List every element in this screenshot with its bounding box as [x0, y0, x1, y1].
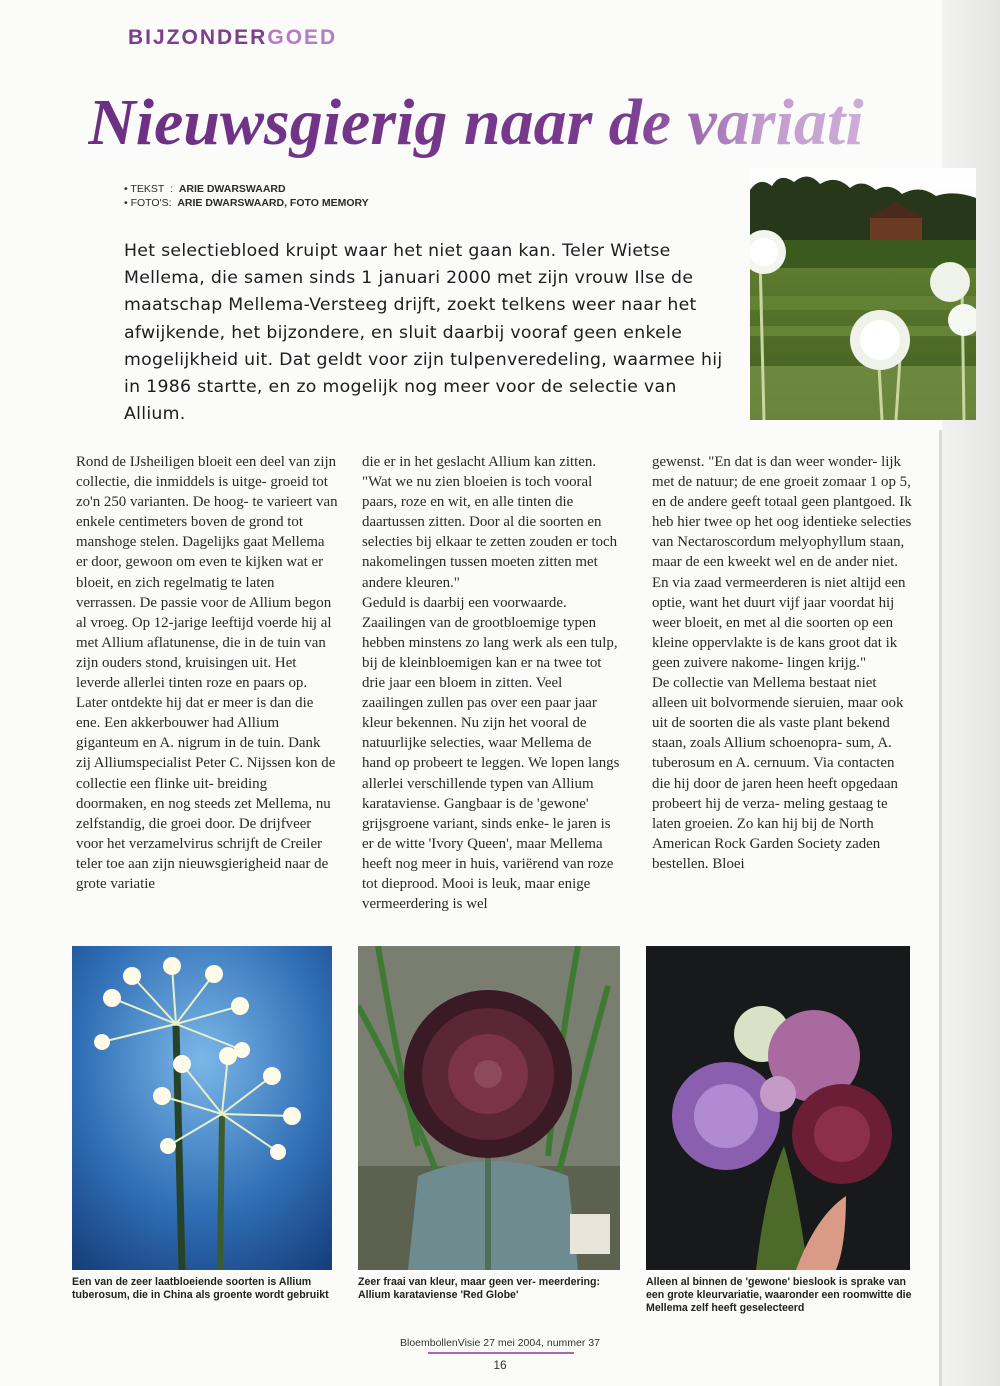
- intro-lead: Het selectiebloed kruipt waar het niet gaan kan. Teler Wietse Mellema, die samen sinds 1 januari 2000 met zijn vrouw Ilse de maatschap Mellema-Versteeg drijft, zoekt telkens weer naar het afwijkende, het bijzondere, en sluit daarbij vooraf geen enkele mogelijkheid uit. Dat geldt voor zijn tulpenveredeling, waarmee hij in 1986 startte, en zo mogelijk nog meer voor de selectie van Allium.: [124, 241, 723, 425]
- headline: Nieuwsgierig naar de variati: [88, 78, 988, 168]
- footer-rule: [428, 1352, 574, 1354]
- section-label: [128, 26, 337, 50]
- caption-photo-1: Een van de zeer laatbloeiende soorten is Allium tuberosum, die in China als groente wordt gebruikt: [72, 1276, 329, 1301]
- body-column-2: [362, 452, 624, 914]
- column-1-paragraph-1: Rond de IJsheiligen bloeit een deel van zijn collectie, die inmiddels is uitge- groeid tot zo'n 250 varianten. De hoog- te varieert van enkele centimeters boven de grond tot manshoge stelen. Dagelijks gaat Mellema er door, gewoon om even te kijken wat er bloeit, en zich regelmatig te laten verrassen. De passie voor de Allium begon al vroeg. Op 12-jarige leeftijd voerde hij al met Allium aflatunense, die in de tuin van zijn ouders stond, kruisingen uit. Het leverde allerlei tinten roze en paars op. Later ontdekte hij dat er meer is dan die ene. Een akkerbouwer had Allium giganteum en A. nigrum in de tuin. Dank zij Alliumspecialist Peter C. Nijssen kon de collectie een flinke uit- breiding doormaken, en nog steeds zet Mellema, nu zelfstandig, die groei door. De drijfveer voor het verzamelvirus schrijft de Creiler teler toe aan zijn nieuwsgierigheid naar de grote variatie: [76, 454, 338, 892]
- section-label-part2: GOED: [267, 26, 338, 49]
- body-column-1: [76, 452, 338, 894]
- page-number: 16: [493, 1358, 507, 1372]
- hero-photo-allium-field: [750, 168, 976, 420]
- body-column-3: [652, 452, 914, 874]
- photo-allium-tuberosum: [72, 946, 332, 1270]
- credit-text-label: TEKST: [130, 183, 165, 195]
- caption-photo-2: Zeer fraai van kleur, maar geen ver- meerdering: Allium karataviense 'Red Globe': [358, 1276, 601, 1301]
- caption-photo-3: Alleen al binnen de 'gewone' bieslook is sprake van een grote kleurvariatie, waaronder een roomwitte die Mellema zelf heeft geselecteerd: [646, 1276, 912, 1314]
- credit-photo-line: • FOTO'S: ARIE DWARSWAARD, FOTO MEMORY: [124, 197, 369, 209]
- column-3-paragraph-2: De collectie van Mellema bestaat niet alleen uit bolvormende sieruien, maar ook uit de soorten die als vaste plant bekend staan, zoals Allium schoenopra- sum, A. tuberosum en A. cernuum. Via contacten die hij door de jaren heen heeft opgedaan probeert hij de verza- meling gestaag te laten groeien. Zo kan hij bij de North American Rock Garden Society zaden bestellen. Bloei: [652, 675, 904, 872]
- photo-allium-red-globe: [358, 946, 620, 1270]
- credit-photo-value: ARIE DWARSWAARD, FOTO MEMORY: [177, 197, 369, 209]
- footer-publication: BloembollenVisie 27 mei 2004, nummer 37: [399, 1337, 600, 1349]
- credit-text-line: • TEKST : ARIE DWARSWAARD: [124, 183, 286, 195]
- credit-photo-label: FOTO'S: [130, 197, 169, 209]
- column-2-paragraph-1: die er in het geslacht Allium kan zitten. "Wat we nu zien bloeien is toch vooral paars, roze en wit, en alle tinten die daartussen zitten. Door al die soorten en selecties bij elkaar te zetten zouden er toch nakomelingen tussen moeten zitten met andere kleuren.": [362, 454, 618, 591]
- page-edge-shadow: [939, 430, 942, 1386]
- column-3-paragraph-1: gewenst. "En dat is dan weer wonder- lijk met de natuur; de ene groeit zomaar 1 op 5, en de andere geeft totaal geen plantgoed. Ik heb hier twee op het oog identieke selecties van Nectaroscordum melyophyllum staan, maar de een kweekt wel en de ander niet. En via zaad vermeerderen is niet altijd een optie, want het duurt vijf jaar voordat hij weer bloeit, en met al die soorten op een kleine oppervlakte is de kans groot dat ik geen zuivere nakome- lingen krijg.": [652, 454, 912, 671]
- column-2-paragraph-2: Geduld is daarbij een voorwaarde. Zaailingen van de grootbloemige typen hebben minstens zo lang werk als een tulp, bij de kleinbloemigen kan er na twee tot drie jaar een bloem in zitten. Veel zaailingen zullen pas over een paar jaar kleur bekennen. Nu zijn het vooral de natuurlijke selecties, waar Mellema de hand op probeert te leggen. We lopen langs allerlei verschillende typen van Allium karataviense. Gangbaar is de 'gewone' grijsgroene variant, sinds enke- le jaren is er de witte 'Ivory Queen', maar Mellema heeft nog meer in huis, variërend van roze tot dieprood. Mooi is leuk, maar enige vermeerdering is wel: [362, 594, 620, 913]
- credits: [124, 182, 369, 210]
- section-label-part1: BIJZONDER: [128, 26, 268, 49]
- photo-chives-color-variation: [646, 946, 910, 1270]
- credit-text-value: ARIE DWARSWAARD: [178, 183, 286, 195]
